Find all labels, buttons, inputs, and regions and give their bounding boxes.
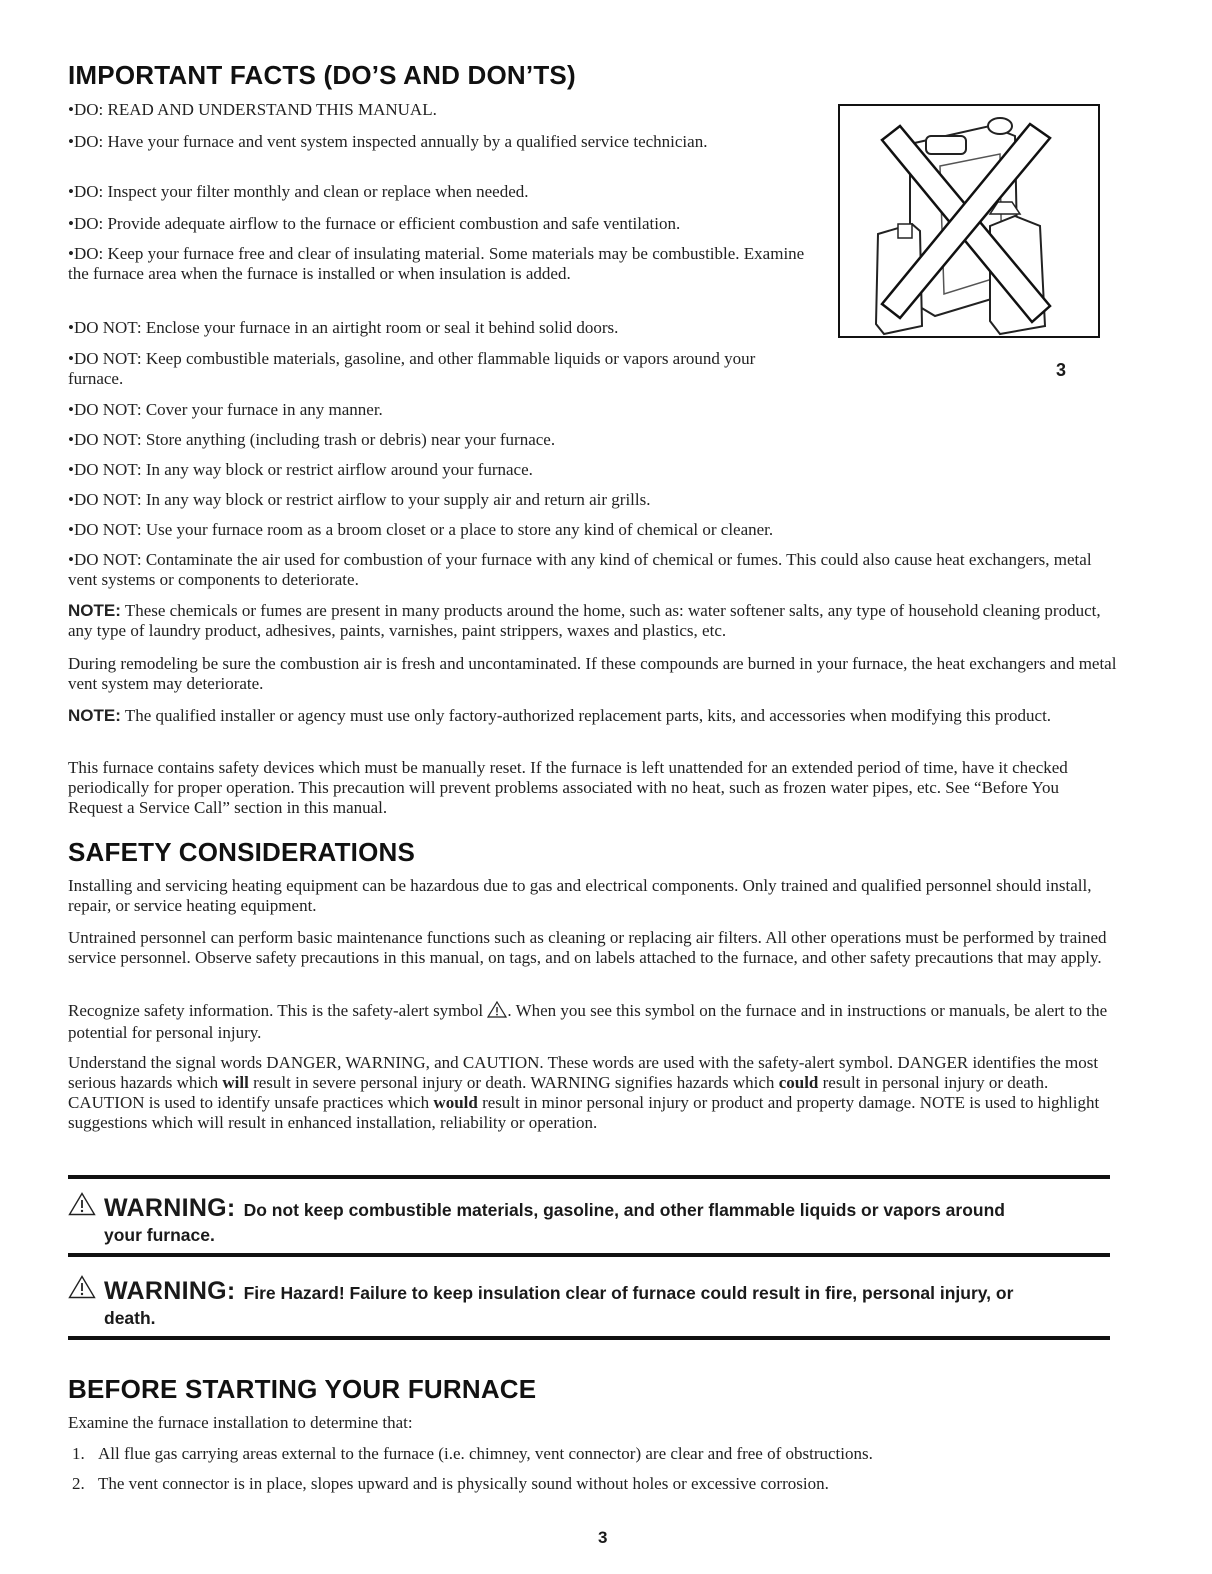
safety-p4-part-b: result in severe personal injury or death. WARNING signifies hazards which: [248, 1073, 779, 1092]
list-item: [72, 1444, 873, 1464]
list-item-text: All flue gas carrying areas external to the furnace (i.e. chimney, vent connector) are clear and free of obstructions.: [98, 1444, 873, 1463]
dont-item-broom-closet: •DO NOT: Use your furnace room as a broom closet or a place to store any kind of chemical or cleaner.: [68, 520, 774, 539]
note-replacement-parts: [68, 706, 1118, 726]
do-item-insulation: •DO: Keep your furnace free and clear of insulating material. Some materials may be combustible. Examine the furnace area when the furnace is installed or when insulation is added.: [68, 244, 805, 283]
safety-devices-paragraph: This furnace contains safety devices which must be manually reset. If the furnace is left unattended for an extended period of time, have it checked periodically for proper operation. This precaution will prevent problems associated with no heat, such as frozen water pipes, etc. See “Before You Request a Service Call” section in this manual.: [68, 758, 1068, 817]
list-item: [72, 1474, 829, 1494]
figure-no-flammables: [838, 104, 1100, 338]
safety-paragraph-4: [68, 1053, 1118, 1133]
safety-alert-icon: [487, 1001, 507, 1023]
safety-paragraph-1: Installing and servicing heating equipment can be hazardous due to gas and electrical components. Only trained and qualified personnel should install, repair, or service heating equipment.: [68, 876, 1092, 915]
dont-item-cover: •DO NOT: Cover your furnace in any manner.: [68, 400, 383, 419]
safety-p4-part-d: result in minor personal injury or product and property damage. NOTE is used to highlight suggestions which will result in enhanced installation, reliability or operation.: [68, 1093, 1100, 1132]
safety-p3-start: Recognize safety information. This is the safety-alert symbol: [68, 1001, 488, 1020]
dont-item-contaminate: •DO NOT: Contaminate the air used for combustion of your furnace with any kind of chemical or fumes. This could also cause heat exchangers, metal vent systems or components to deteriorate.: [68, 550, 1092, 589]
warning-text: Do not keep combustible materials, gasoline, and other flammable liquids or vapors around: [243, 1200, 1005, 1220]
warning-text-cont: death.: [104, 1308, 156, 1328]
warning-label: WARNING:: [104, 1277, 236, 1305]
do-item-read-manual: •DO: READ AND UNDERSTAND THIS MANUAL.: [68, 100, 437, 119]
note-chemicals-text: These chemicals or fumes are present in many products around the home, such as: water softener salts, any type of household cleaning product, any type of laundry product, adhesives, paints, varnishes, paint strippers, waxes and plastics, etc.: [68, 601, 1101, 640]
warning-combustibles: [68, 1192, 1118, 1246]
list-item-number: 1.: [72, 1444, 85, 1463]
list-item-number: 2.: [72, 1474, 85, 1493]
safety-p3-end: . When you see this symbol on the furnace and in instructions or manuals, be alert to the potential for personal injury.: [68, 1001, 1108, 1042]
warning-text-cont: your furnace.: [104, 1225, 215, 1245]
safety-paragraph-2: Untrained personnel can perform basic maintenance functions such as cleaning or replacing air filters. All other operations must be performed by trained service personnel. Observe safety precautions in this manual, on tags, and on labels attached to the furnace, and other safety precautions that may apply.: [68, 928, 1107, 967]
safety-p4-part-a: Understand the signal words DANGER, WARNING, and CAUTION. These words are used with the safety-alert symbol. DANGER identifies the most serious hazards which: [68, 1053, 1099, 1092]
note-label: NOTE:: [68, 706, 121, 725]
warning-triangle-icon: [68, 1192, 96, 1221]
safety-p4-part-c: result in personal injury or death. CAUTION is used to identify unsafe practices which: [68, 1073, 1049, 1112]
warning-triangle-icon: [68, 1275, 96, 1304]
divider-rule: [68, 1336, 1110, 1340]
remodeling-paragraph: During remodeling be sure the combustion air is fresh and uncontaminated. If these compounds are burned in your furnace, the heat exchangers and metal vent system may deteriorate.: [68, 654, 1117, 693]
do-item-airflow: •DO: Provide adequate airflow to the furnace or efficient combustion and safe ventilation.: [68, 214, 681, 233]
do-item-inspection: •DO: Have your furnace and vent system inspected annually by a qualified service technician.: [68, 132, 708, 151]
note-replacement-text: The qualified installer or agency must use only factory-authorized replacement parts, kits, and accessories when modifying this product.: [120, 706, 1052, 725]
warning-fire-hazard: [68, 1275, 1118, 1329]
divider-rule: [68, 1253, 1110, 1257]
signal-will: will: [222, 1073, 249, 1092]
warning-label: WARNING:: [104, 1194, 236, 1222]
warning-text: Fire Hazard! Failure to keep insulation clear of furnace could result in fire, personal injury, or: [243, 1283, 1014, 1303]
dont-item-store: •DO NOT: Store anything (including trash or debris) near your furnace.: [68, 430, 556, 449]
page-number: 3: [598, 1528, 608, 1547]
do-item-filter: •DO: Inspect your filter monthly and clean or replace when needed.: [68, 182, 529, 201]
note-label: NOTE:: [68, 601, 121, 620]
figure-number: 3: [1056, 360, 1067, 380]
before-starting-intro: Examine the furnace installation to determine that:: [68, 1413, 413, 1432]
dont-item-combustibles: •DO NOT: Keep combustible materials, gasoline, and other flammable liquids or vapors around your furnace.: [68, 349, 756, 388]
before-starting-heading: BEFORE STARTING YOUR FURNACE: [68, 1374, 537, 1404]
dont-item-block-grills: •DO NOT: In any way block or restrict airflow to your supply air and return air grills.: [68, 490, 651, 509]
list-item-text: The vent connector is in place, slopes upward and is physically sound without holes or excessive corrosion.: [98, 1474, 829, 1493]
note-chemicals: [68, 601, 1118, 641]
dont-item-enclose: •DO NOT: Enclose your furnace in an airtight room or seal it behind solid doors.: [68, 318, 619, 337]
safety-considerations-heading: SAFETY CONSIDERATIONS: [68, 837, 416, 867]
signal-could: could: [778, 1073, 819, 1092]
signal-would: would: [433, 1093, 478, 1112]
safety-paragraph-3: [68, 1001, 1118, 1043]
dont-item-block-airflow: •DO NOT: In any way block or restrict airflow around your furnace.: [68, 460, 533, 479]
divider-rule: [68, 1175, 1110, 1179]
flammable-cans-crossed-icon: [840, 106, 1098, 336]
important-facts-heading: IMPORTANT FACTS (DO’S AND DON’TS): [68, 60, 576, 90]
